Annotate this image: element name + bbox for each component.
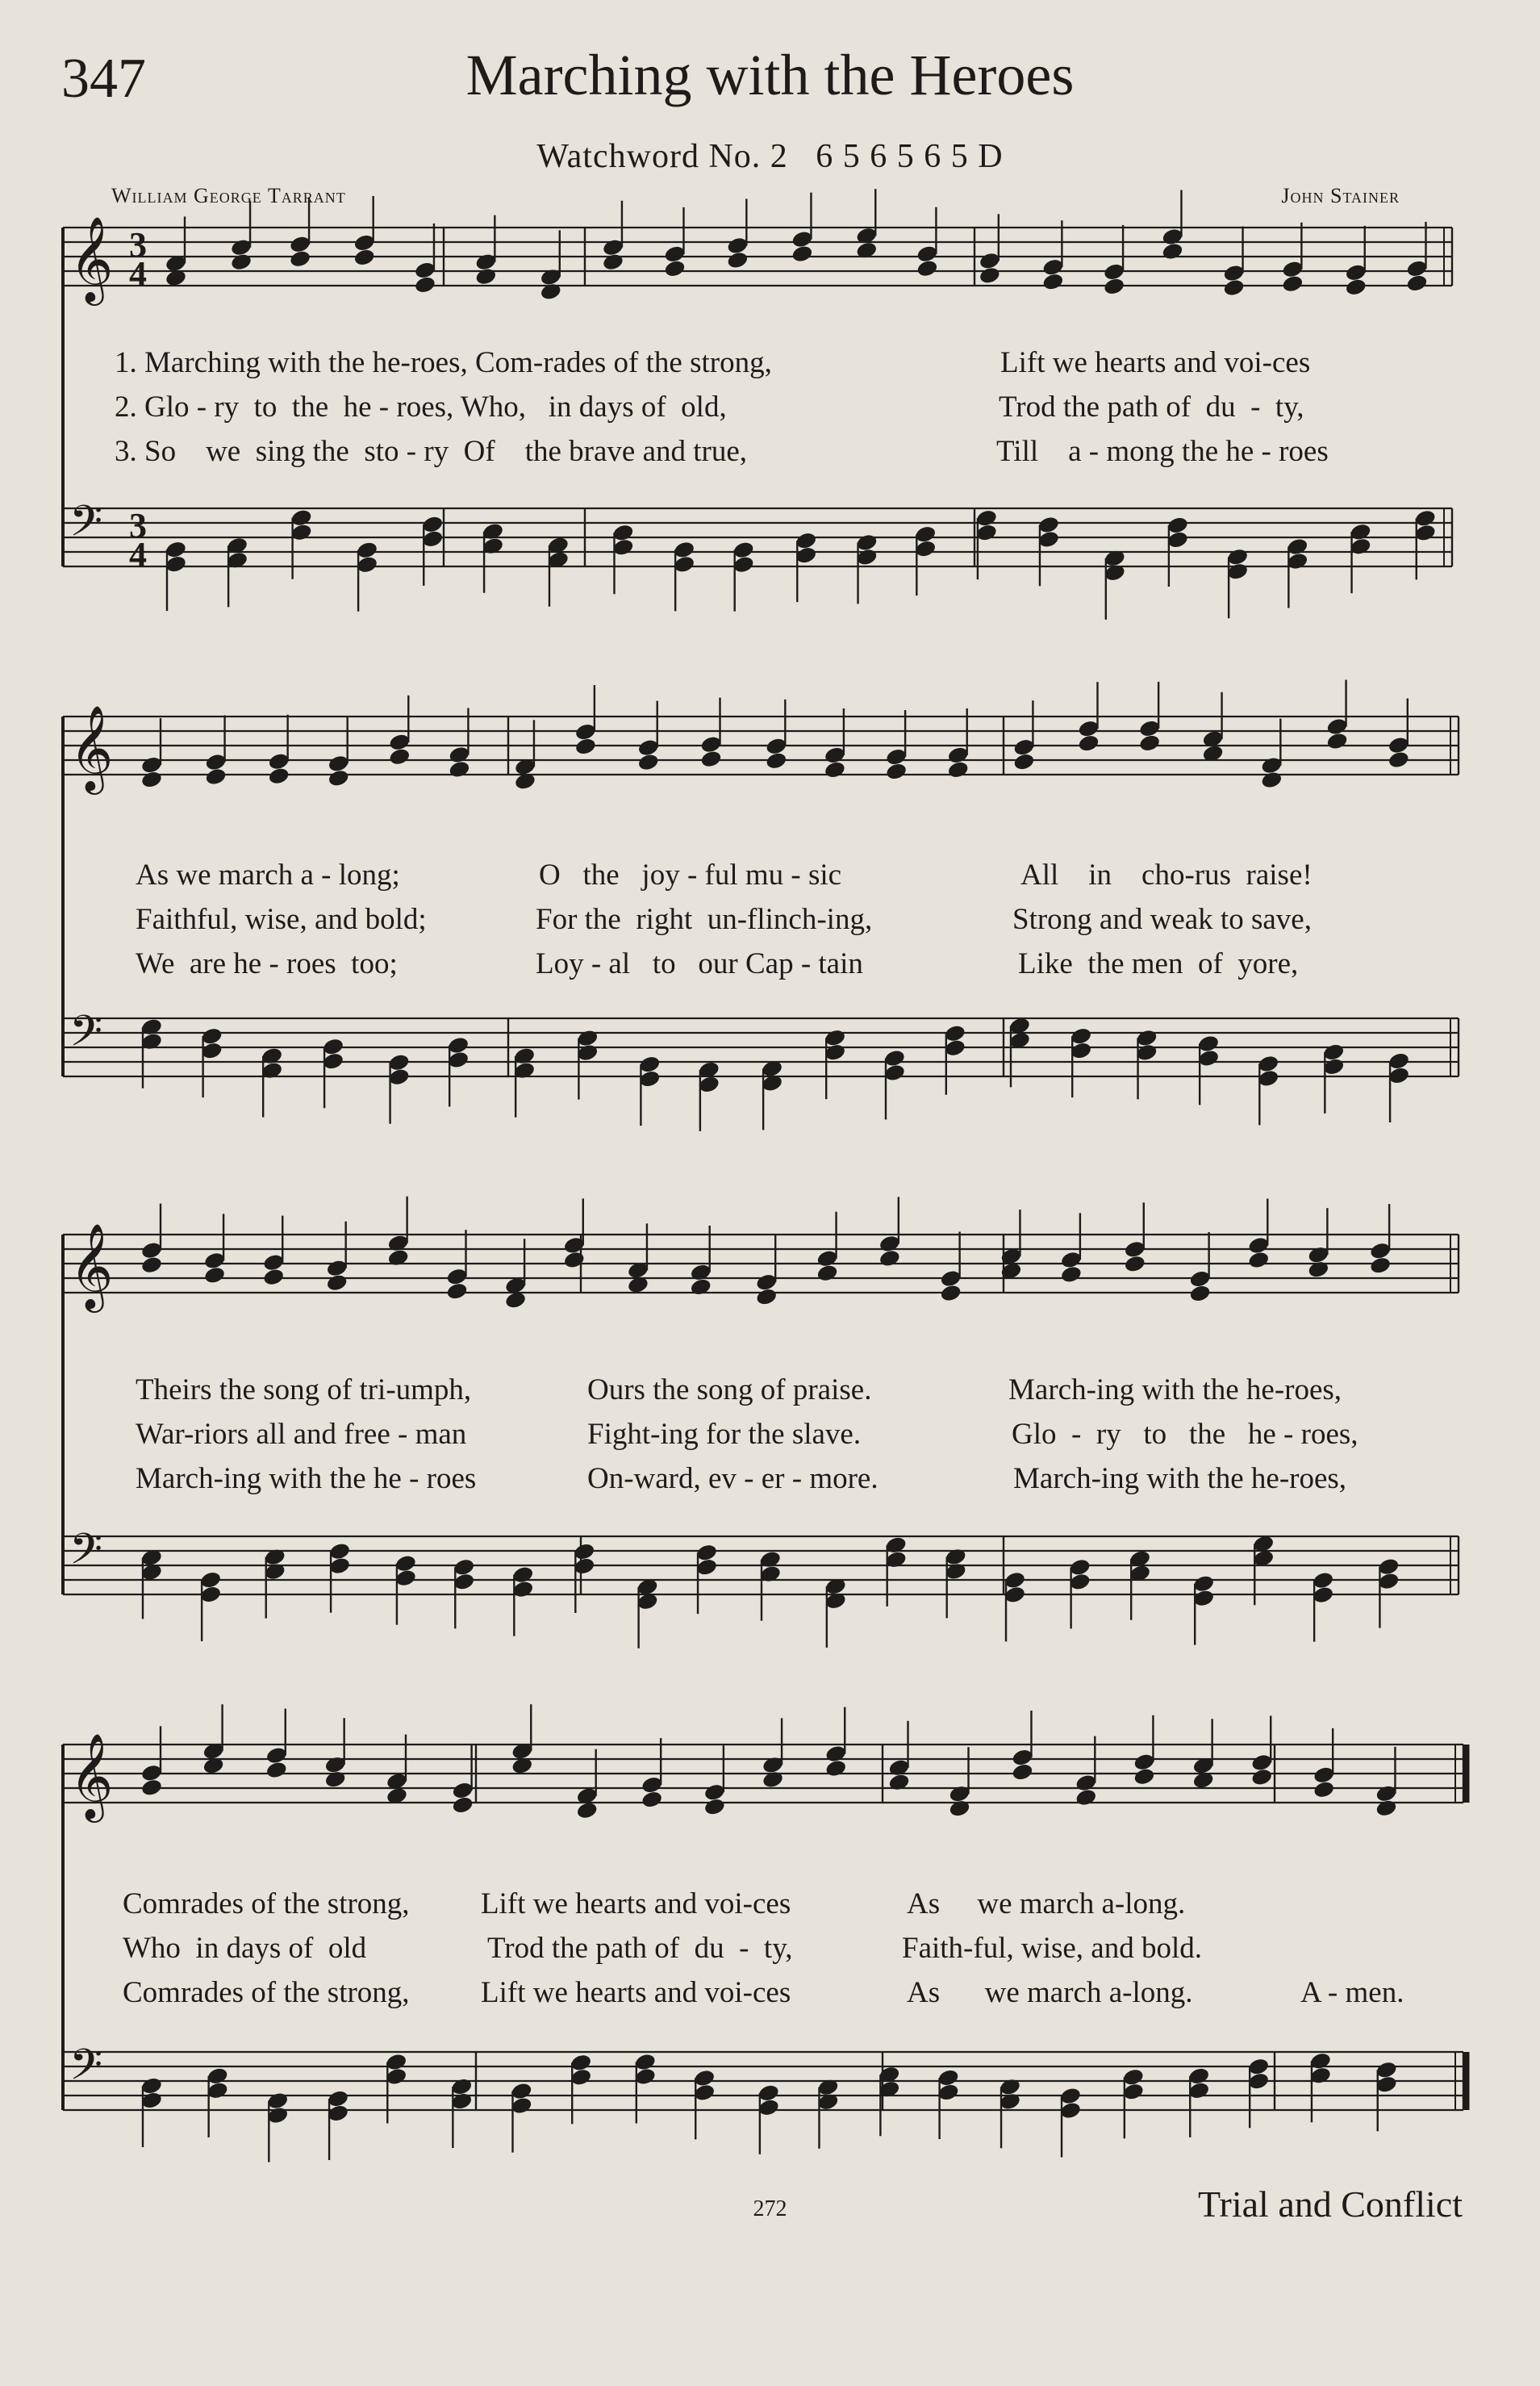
tune-name-meter: Watchword No. 2 6 5 6 5 6 5 D	[536, 138, 1004, 175]
treble-clef-icon: 𝄞	[69, 1222, 114, 1309]
note-head	[703, 1797, 726, 1816]
lyric-line	[0, 430, 1540, 474]
note-head	[1124, 1254, 1146, 1273]
lyric-segment: Loy - al to our Cap - tain	[536, 947, 863, 980]
note-head	[1313, 1780, 1335, 1799]
lyric-line	[0, 1457, 1540, 1501]
lyric-segment: Glo - ry to the he - roes,	[1012, 1418, 1358, 1451]
note-head	[563, 1250, 586, 1269]
lyric-segment: Strong and weak to save,	[1012, 903, 1312, 936]
note-head	[267, 767, 290, 786]
note-head	[230, 253, 252, 272]
bass-clef-icon: 𝄢	[69, 1525, 103, 1585]
note-head	[1103, 277, 1125, 296]
note-head	[1247, 1250, 1270, 1269]
note-head	[1250, 1767, 1273, 1786]
lyric-segment: Faith-ful, wise, and bold.	[902, 1932, 1203, 1965]
note-head	[140, 1256, 163, 1275]
note-head	[1161, 241, 1183, 261]
note-head	[885, 762, 908, 781]
lyric-segment: As we march a-long.	[907, 1887, 1186, 1920]
lyric-line	[0, 942, 1540, 986]
lyric-line	[0, 898, 1540, 942]
note-head	[939, 1283, 962, 1302]
note-head	[1375, 1799, 1397, 1818]
note-head	[1012, 752, 1035, 771]
note-head	[1138, 733, 1161, 753]
treble-clef-icon: 𝄞	[69, 1732, 114, 1819]
note-head	[576, 1801, 599, 1820]
note-head	[414, 275, 436, 295]
note-head	[1075, 1788, 1097, 1807]
note-head	[765, 751, 787, 771]
lyric-segment: Till a - mong the he - roes	[996, 435, 1329, 468]
note-head	[451, 1795, 474, 1815]
note-head	[540, 282, 562, 301]
note-head	[637, 753, 660, 772]
note-head	[791, 244, 813, 263]
hymn-title: Marching with the Heroes	[465, 43, 1075, 107]
note-head	[1281, 274, 1304, 294]
lyric-segment: Trod the path of du - ty,	[487, 1932, 793, 1965]
note-head	[1369, 1256, 1392, 1275]
note-head	[574, 737, 597, 756]
note-head	[325, 1273, 348, 1293]
note-head	[204, 767, 227, 786]
note-head	[262, 1268, 285, 1287]
lyric-segment: War-riors all and free - man	[136, 1418, 467, 1451]
time-signature: 3	[129, 225, 147, 265]
note-head	[887, 1773, 910, 1792]
note-head	[948, 1799, 970, 1818]
lyric-segment: 3. So we sing the sto - ry Of the brave and true,	[115, 435, 748, 468]
lyric-segment: Faithful, wise, and bold;	[136, 903, 427, 936]
lyric-segment: Ours the song of praise.	[587, 1373, 872, 1406]
note-head	[1077, 733, 1100, 753]
note-head	[641, 1790, 663, 1809]
lyric-segment: Who in days of old	[123, 1932, 367, 1965]
note-head	[755, 1287, 778, 1306]
note-head	[386, 1248, 409, 1268]
note-head	[1405, 274, 1428, 293]
note-head	[726, 250, 749, 270]
note-head	[203, 1265, 226, 1285]
note-head	[947, 760, 970, 779]
note-head	[1011, 1762, 1033, 1782]
lyric-segment: 1. Marching with the he-roes, Com-rades of the strong,	[115, 346, 772, 379]
note-head	[602, 253, 624, 272]
lyric-line	[0, 1882, 1540, 1926]
lyric-segment: March-ing with the he-roes,	[1013, 1462, 1347, 1495]
lyric-segment: As we march a-long.	[907, 1976, 1193, 2009]
note-head	[140, 1778, 163, 1797]
lyric-segment: A - men.	[1300, 1976, 1404, 2009]
section-title: Trial and Conflict	[1198, 2183, 1463, 2225]
bass-clef-icon: 𝄢	[69, 2041, 103, 2100]
note-head	[1188, 1284, 1211, 1303]
page-number: 272	[753, 2196, 787, 2221]
lyric-segment: Lift we hearts and voi-ces	[481, 1887, 791, 1920]
note-head	[323, 1770, 346, 1789]
note-head	[762, 1770, 784, 1789]
note-head	[824, 1758, 847, 1778]
treble-clef-icon: 𝄞	[69, 215, 114, 302]
note-head	[1307, 1260, 1329, 1279]
note-head	[448, 759, 470, 779]
note-head	[1222, 278, 1245, 297]
note-head	[1388, 750, 1410, 769]
lyric-segment: O the joy - ful mu - sic	[539, 859, 842, 892]
lyric-segment: On-ward, ev - er - more.	[587, 1462, 879, 1495]
hymn-number: 347	[61, 48, 146, 110]
lyric-segment: Theirs the song of tri-umph,	[136, 1373, 472, 1406]
note-head	[663, 259, 686, 278]
lyric-segment: All in cho-rus raise!	[1020, 859, 1313, 892]
note-head	[1345, 278, 1367, 297]
lyric-segment: Comrades of the strong,	[123, 1976, 410, 2009]
note-head	[979, 265, 1001, 285]
note-head	[327, 768, 349, 788]
lyric-segment: March-ing with the he - roes	[136, 1462, 477, 1495]
bass-clef-icon: 𝄢	[69, 497, 103, 557]
lyric-line	[0, 1413, 1540, 1456]
note-head	[289, 249, 311, 269]
lyric-segment: Lift we hearts and voi-ces	[481, 1976, 791, 2009]
note-head	[1133, 1767, 1155, 1786]
note-head	[388, 747, 411, 767]
note-head	[353, 248, 375, 267]
lyric-segment: As we march a - long;	[136, 859, 400, 892]
note-head	[265, 1760, 288, 1779]
note-head	[824, 760, 846, 779]
composer-credit: John Stainer	[1281, 184, 1400, 207]
note-head	[699, 750, 722, 769]
author-credit: William George Tarrant	[111, 184, 346, 207]
note-head	[1325, 731, 1348, 750]
note-head	[879, 1248, 901, 1268]
bass-clef-icon: 𝄢	[69, 1007, 103, 1067]
lyric-segment: Trod the path of du - ty,	[999, 391, 1304, 424]
time-signature: 4	[129, 535, 147, 575]
lyric-segment: Lift we hearts and voi-ces	[1000, 346, 1311, 379]
note-head	[445, 1281, 468, 1301]
note-head	[690, 1277, 712, 1297]
lyric-line	[0, 854, 1540, 897]
note-head	[1041, 272, 1064, 291]
lyric-line	[0, 1971, 1540, 2015]
lyric-line	[0, 341, 1540, 385]
note-head	[140, 770, 163, 789]
lyric-segment: 2. Glo - ry to the he - roes, Who, in days of old,	[115, 391, 727, 424]
lyric-segment: We are he - roes too;	[136, 947, 398, 980]
lyric-line	[0, 386, 1540, 429]
lyric-segment: Comrades of the strong,	[123, 1887, 410, 1920]
note-head	[1060, 1264, 1083, 1284]
lyric-segment: March-ing with the he-roes,	[1008, 1373, 1342, 1406]
note-head	[916, 259, 938, 278]
lyric-segment: Like the men of yore,	[1018, 947, 1299, 980]
treble-clef-icon: 𝄞	[69, 704, 114, 791]
note-head	[474, 267, 497, 286]
lyric-line	[0, 1927, 1540, 1970]
note-head	[1260, 771, 1283, 790]
lyric-segment: Fight-ing for the slave.	[587, 1418, 862, 1451]
time-signature: 3	[129, 506, 147, 545]
note-head	[816, 1264, 838, 1283]
lyric-segment: For the right un-flinch-ing,	[536, 903, 873, 936]
time-signature: 4	[129, 254, 147, 294]
lyric-line	[0, 1369, 1540, 1412]
